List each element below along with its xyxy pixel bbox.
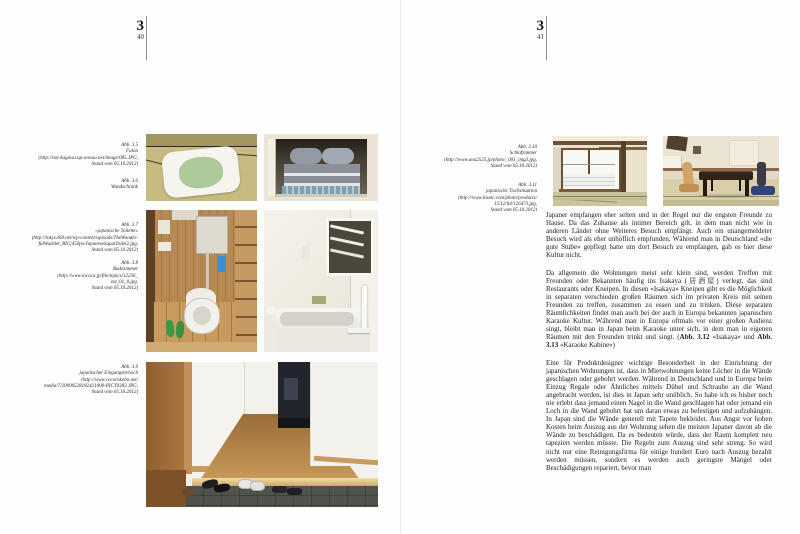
- page-41: [400, 0, 800, 534]
- slipper: [272, 486, 287, 493]
- photo-eingangsbereich: [146, 362, 378, 507]
- folded-futon: [282, 186, 360, 194]
- paragraph: Eine für Produktdesigner wichtige Besonderheit in der Einrichtung der japanischen Wohnungen ist, dass in Mietwohnungen keine Löcher in die Wände geschlagen oder gebohrt werden. Während in Deutschland und in Europa beim Einzug Regale oder Ähnliches mittels Dübel und Schraube an die Wand angebracht werden, ist dies in Japan sehr unüblich. So habe ich es bisher noch nie erlebt dass jemand einen Nagel in die Wand geschlagen hat oder jemand ein Loch in die Wand gebohrt hat um daran etwas zu befestigen und aufzuhängen. In Japan sind die Wände generell mit Tapete bekleidet. Aus Angst vor hohen Kosten beim Auszug aus der Wohnung sehen die meisten Japaner davon ab die Wände zu beschädigen. Da es bedeuten würde, dass der Raum komplett neu tapeziert werden müsste. Die Regeln zum Auszug sind sehr streng. So wird nicht nur eine Reinigungsfirma für einige hundert Euro nach Auszug bezahlt werden müssen, sondern es werden auch geringste Mängel oder Beschädigungen repariert, bevor man: [546, 358, 772, 472]
- caption-line: fulWashlet_BIG/450px/JapaneseSquatToilet2.jpg,: [38, 241, 138, 247]
- caption-line: Abb. 3.9: [121, 365, 138, 370]
- caption-line: Stand vom 05.10.2012): [91, 248, 138, 254]
- paragraph: Da allgemein die Wohnungen meist sehr klein sind, werden Treffen mit Freunden oder Bekannten häufig ins Isakaya (居酒屋) verlegt, das sind Restaurants oder Kneipen. In diesen «Isakaya» Kneipen gibt es die Möglichkeit in separaten verschieden großen Räumen sich im privaten Kreis mit seinen Freunden zu treffen, zusammen zu essen und zu trinken. Diese separaten Räumlichkeiten findet man auch bei der auch in Europa bekannten japanischen Karaoke Kultur. Während man in Europa oftmals vor einer großen Audienz singt, bleibt man in Japan beim Karaoke unter sich, in dem man in eigenen Räumen mit den Freunden trinkt und singt. (Abb. 3.12 «Isakaya» und Abb. 3.13 «Karaoke Kabine»): [546, 268, 772, 350]
- caption-line: Abb. 3.7: [121, 223, 138, 228]
- folded-futon: [284, 164, 360, 173]
- caption-line: Stand vom 05.10.2012): [490, 163, 537, 169]
- caption-line: (http://www.iococa.jp/file/topics/12236_: [57, 273, 138, 279]
- caption-abb-3-8: [18, 261, 138, 292]
- cistern: [196, 216, 228, 254]
- caption-abb-3-11: [417, 183, 537, 214]
- caption-line: «japanische Toilette»: [95, 229, 138, 235]
- header-rule: [546, 16, 547, 60]
- caption-line: Stand vom 05.10.2012): [91, 286, 138, 292]
- grab-bar: [362, 286, 367, 332]
- caption-abb-3-9: [18, 365, 138, 396]
- photo-badezimmer: [264, 210, 378, 352]
- zaisu-chair: [679, 184, 699, 192]
- shower-control: [302, 246, 310, 258]
- caption-line: Stand vom 05.10.2012): [91, 161, 138, 167]
- caption-line: Futon: [126, 149, 138, 155]
- paragraph: Japaner empfangen eher selten und in der Regel nur die engsten Freunde zu Hause. Da das Zuhause als intimer Bereich gilt, in dem man nicht wie in anderen Länder ohne Weiteres Besuch empfängt. Auch ein unangemeldeter Besuch wird als eher unhöflich empfunden. Während man in Deutschland «die gute Stube» gepflegt hatte um dort Besuch zu empfangen, gab es hier diese Kultur nicht.: [546, 211, 772, 260]
- grab-bar: [348, 328, 370, 333]
- caption-line: Schlafzimmer: [509, 151, 537, 157]
- caption-line: (http://not-kagawa.up.seesaa.net/image/085.JPG,: [38, 155, 138, 161]
- chapter-number: 3: [136, 18, 144, 34]
- photo-tischsituation: [663, 136, 779, 206]
- caption-line: (http://www.cocorokobo.net/: [81, 377, 138, 383]
- caption-abb-3-5: [18, 143, 138, 168]
- wood-cabinet: [146, 362, 184, 482]
- caption-line: 15/12/64/126473.jpg,: [493, 201, 537, 207]
- caption-line: (http://www.ana2525.jp/photo/_001_img3.jpg,: [444, 157, 537, 163]
- photo-toilette: [146, 210, 257, 352]
- header-rule: [146, 16, 147, 60]
- caption-abb-3-10: [417, 145, 537, 170]
- chapter-number: 3: [536, 18, 544, 34]
- caption-line: media/7/20090528182421000-PICT0383.JPG,: [44, 383, 138, 389]
- caption-line: (http://www.hisetc.com/photo/products/: [458, 195, 537, 201]
- photo-wandschrank: [264, 134, 378, 201]
- caption-line: Abb. 3.6: [121, 179, 138, 184]
- caption-line: japanische Tischsituation: [486, 189, 537, 195]
- caption-line: Stand vom 05.10.2012): [490, 208, 537, 214]
- caption-line: Badezimmer: [113, 267, 138, 273]
- chapter-header: [104, 19, 144, 41]
- caption-line: ext_01_0.jpg,: [110, 279, 138, 285]
- chair: [757, 162, 766, 186]
- caption-abb-3-6: [18, 179, 138, 192]
- shoe: [182, 488, 194, 496]
- slipper: [287, 488, 302, 495]
- caption-line: (http://tokyo360.net/wp-content/uploads/TheWonder-: [31, 235, 138, 241]
- caption-line: Stand vom 05.10.2012): [91, 390, 138, 396]
- caption-line: Wandschrank: [110, 185, 138, 191]
- sneaker: [250, 481, 265, 491]
- caption-line: Abb. 3.11: [518, 183, 537, 188]
- chapter-header: [504, 19, 544, 41]
- pillow: [322, 148, 354, 164]
- caption-line: Abb. 3.10: [517, 145, 537, 150]
- pillow: [290, 148, 322, 164]
- photo-schlafzimmer: [553, 136, 647, 206]
- page-number: 40: [137, 33, 144, 41]
- photo-futon: [146, 134, 257, 201]
- caption-line: Abb. 3.8: [121, 261, 138, 266]
- body-text: [546, 211, 772, 481]
- paper-holder: [158, 242, 171, 251]
- caption-abb-3-7: [18, 223, 138, 254]
- caption-line: Abb. 3.5: [121, 143, 138, 148]
- caption-line: japanischer Eingangsbereich: [79, 371, 138, 377]
- page-number: 41: [537, 33, 544, 41]
- page-gutter: [400, 0, 401, 534]
- folded-futon: [284, 176, 360, 183]
- blue-cushion: [751, 186, 775, 195]
